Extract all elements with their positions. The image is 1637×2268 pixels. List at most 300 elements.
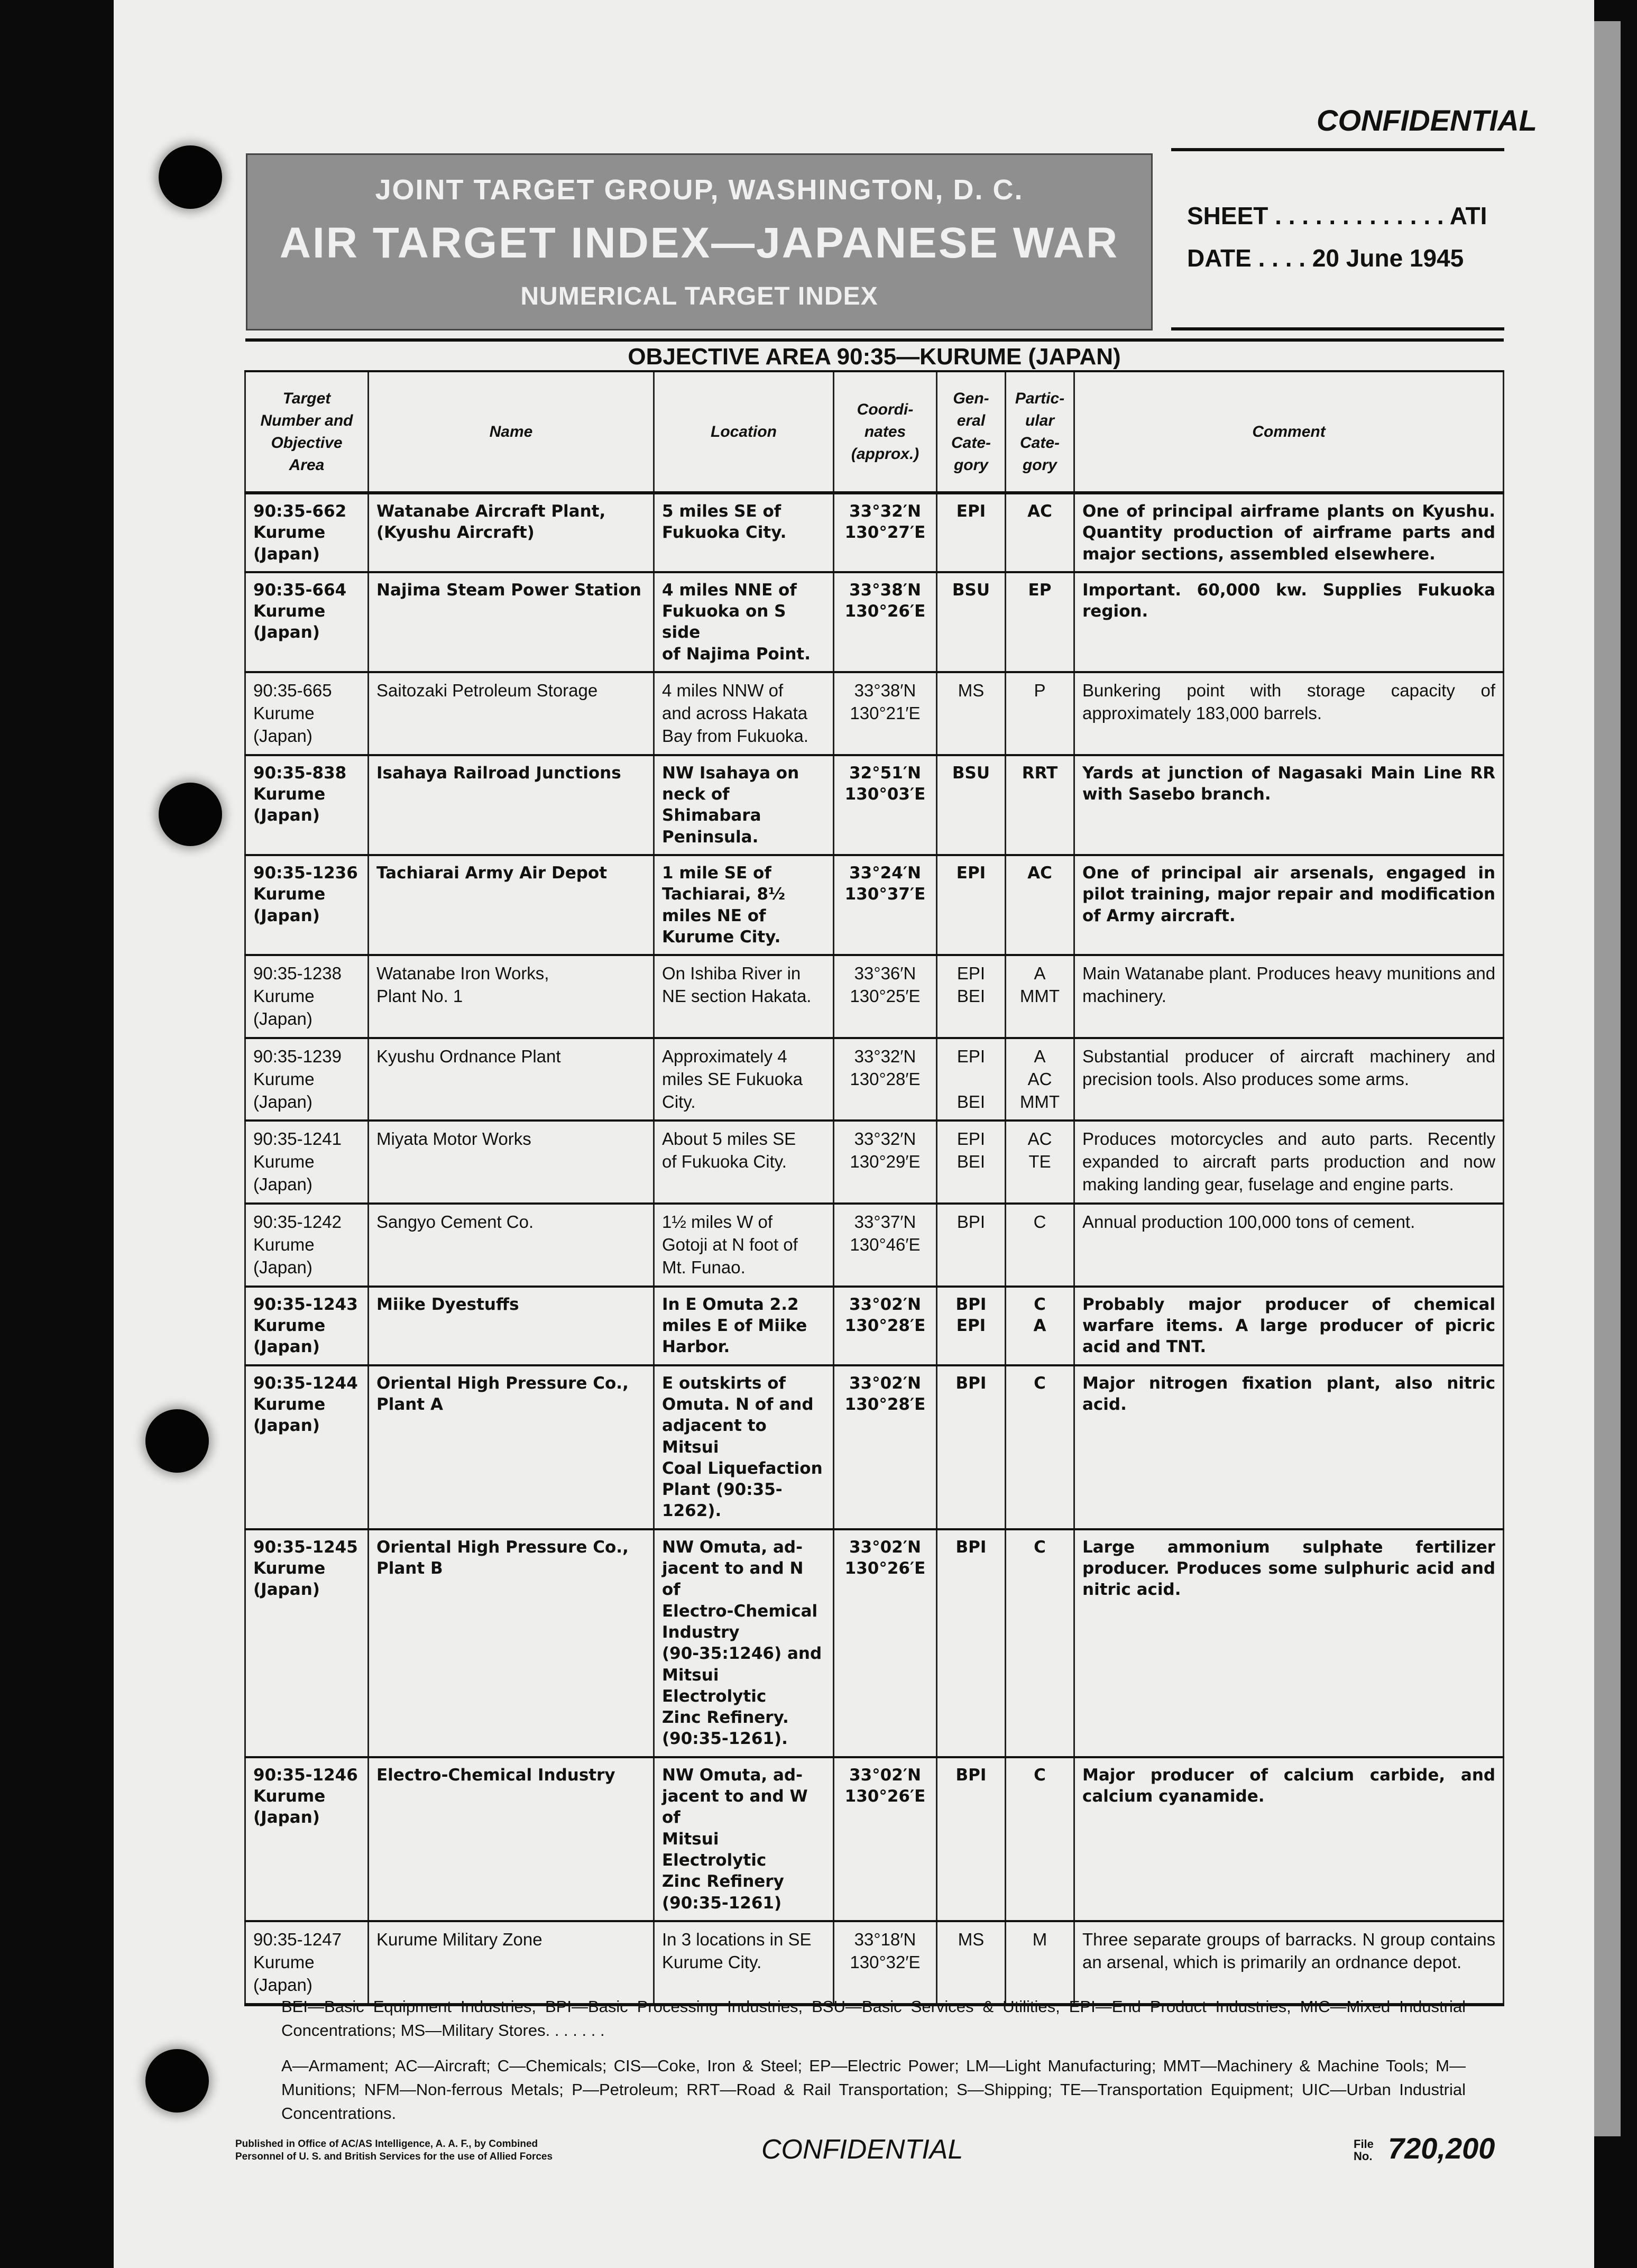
target-cell <box>245 1365 369 1529</box>
cell-line: Isahaya Railroad Junctions <box>376 763 621 783</box>
cell-line: 130°29′E <box>850 1152 921 1172</box>
name-cell <box>369 1365 654 1529</box>
cell-line: Tachiarai Army Air Depot <box>376 863 608 883</box>
cell-line: 90:35-1239 <box>253 1046 342 1066</box>
cell-line: 90:35-1236 <box>253 863 358 883</box>
general-category-cell <box>937 955 1006 1038</box>
punch-hole-2 <box>159 783 222 846</box>
cell-line: Plant No. 1 <box>376 986 463 1006</box>
cell-line: eral <box>957 411 986 429</box>
cell-line: A <box>1033 1316 1046 1336</box>
cell-line: BSU <box>952 763 990 783</box>
cell-line: C <box>1034 1765 1046 1785</box>
cell-line: RRT <box>1022 763 1058 783</box>
location-cell <box>654 855 834 955</box>
cell-line: Electro-Chemical Industry <box>376 1765 615 1785</box>
cell-line: A <box>1034 963 1046 984</box>
cell-line: 90:35-662 <box>253 502 347 521</box>
cell-line: Bay from Fukuoka. <box>662 726 808 746</box>
cell-line: 90:35-1243 <box>253 1294 358 1314</box>
cell-line: Kurume <box>253 1559 326 1578</box>
target-index-table <box>244 338 1504 2006</box>
comment-cell: One of principal air arsenals, engaged in pilot training, major repair and modification of Army aircraft. <box>1074 855 1504 955</box>
name-cell <box>369 1204 654 1287</box>
published-note <box>235 2138 616 2163</box>
cell-line: Target <box>282 389 331 407</box>
cell-line: ular <box>1025 411 1055 429</box>
cell-line: 33°02′N <box>849 1765 921 1785</box>
coordinates-cell <box>834 1365 937 1529</box>
cell-line: C <box>1034 1294 1046 1314</box>
published-line-2: Personnel of U. S. and British Services for the use of Allied Forces <box>235 2151 553 2162</box>
cell-line: (Japan) <box>253 1257 312 1277</box>
cell-line: (Kyushu Aircraft) <box>376 523 535 543</box>
cell-line: Cate- <box>951 434 991 452</box>
file-number-label <box>1354 2138 1374 2162</box>
objective-area-title: OBJECTIVE AREA 90:35—KURUME (JAPAN) <box>245 340 1504 371</box>
particular-category-cell <box>1006 493 1074 572</box>
cell-line: Kurume <box>253 1952 315 1972</box>
cell-line: 1 mile SE of <box>662 863 771 883</box>
cell-line: Fukuoka on S side <box>662 602 786 642</box>
cell-line: Kurume <box>253 602 326 621</box>
coordinates-cell <box>834 1038 937 1121</box>
location-cell <box>654 955 834 1038</box>
cell-line: Najima Steam Power Station <box>376 580 641 600</box>
cell-line: jacent to and N of <box>662 1559 804 1600</box>
comment-cell: Annual production 100,000 tons of cement. <box>1074 1204 1504 1287</box>
cell-line: 90:35-664 <box>253 580 347 600</box>
cell-line: Gotoji at N foot of <box>662 1235 798 1255</box>
cell-line: 33°32′N <box>849 502 921 521</box>
target-cell <box>245 1757 369 1921</box>
sheet-value: ATI <box>1449 202 1487 229</box>
legend-particular-categories: A—Armament; AC—Aircraft; C—Chemicals; CIS—Coke, Iron & Steel; EP—Electric Power; LM—Light Manufacturing; MMT—Machinery & Machine Tools; M—Munitions; NFM—Non-ferrous Metals; P—Petroleum; RRT—Road & Rail Transportation; S—Shipping; TE—Transportation Equipment; UIC—Urban Industrial Concentrations. <box>281 2056 1466 2123</box>
particular-category-cell <box>1006 755 1074 855</box>
cell-line: 90:35-1241 <box>253 1129 342 1149</box>
cell-line: On Ishiba River in <box>662 963 801 984</box>
table-row <box>245 1121 1504 1204</box>
cell-line: Zinc Refinery <box>662 1872 784 1891</box>
cell-line: (approx.) <box>851 445 919 463</box>
location-cell <box>654 672 834 755</box>
cell-line: 33°38′N <box>854 681 916 701</box>
date-dots: . . . . <box>1251 244 1312 272</box>
cell-line: Saitozaki Petroleum Storage <box>376 681 598 701</box>
cell-line: (Japan) <box>253 726 312 746</box>
objective-area-row <box>245 340 1504 371</box>
general-category-cell <box>937 572 1006 672</box>
cell-line: Comment <box>1252 423 1326 440</box>
cell-line: of Fukuoka City. <box>662 1152 787 1172</box>
table-row <box>245 672 1504 755</box>
cell-line: 90:35-1242 <box>253 1212 342 1232</box>
cell-line: 90:35-1244 <box>253 1373 358 1393</box>
cell-line: (Japan) <box>253 1174 312 1195</box>
cell-line: 130°46′E <box>850 1235 921 1255</box>
comment-cell: Main Watanabe plant. Produces heavy munitions and machinery. <box>1074 955 1504 1038</box>
cell-line: MS <box>958 1929 985 1949</box>
comment-cell: Large ammonium sulphate fertilizer producer. Produces some sulphuric acid and nitric acid. <box>1074 1529 1504 1757</box>
cell-line: Watanabe Aircraft Plant, <box>376 502 606 521</box>
cell-line: 90:35-1238 <box>253 963 342 984</box>
cell-line: (90:35-1261). <box>662 1729 788 1749</box>
legend-block <box>244 1986 1503 2137</box>
target-cell <box>245 672 369 755</box>
sheet-label: SHEET <box>1187 202 1268 229</box>
general-category-cell <box>937 1038 1006 1121</box>
particular-category-cell <box>1006 855 1074 955</box>
cell-line: (Japan) <box>253 1416 320 1436</box>
name-cell <box>369 493 654 572</box>
cell-line: 130°26′E <box>844 1559 926 1578</box>
target-cell <box>245 1529 369 1757</box>
comment-cell: Major nitrogen fixation plant, also nitric acid. <box>1074 1365 1504 1529</box>
table-row <box>245 755 1504 855</box>
target-cell <box>245 572 369 672</box>
table-body <box>245 493 1504 2005</box>
sheet-info-box <box>1171 148 1504 330</box>
punch-hole-4 <box>145 2049 209 2113</box>
target-cell <box>245 493 369 572</box>
cell-line: In E Omuta 2.2 <box>662 1294 799 1314</box>
cell-line: 90:35-1247 <box>253 1929 342 1949</box>
cell-line: BEI <box>957 986 986 1006</box>
cell-line: Tachiarai, 8½ <box>662 885 786 904</box>
cell-line: Kurume City. <box>662 927 781 947</box>
target-cell <box>245 1038 369 1121</box>
cell-line: Partic- <box>1015 389 1065 407</box>
comment-cell: Major producer of calcium carbide, and calcium cyanamide. <box>1074 1757 1504 1921</box>
cell-line: City. <box>662 1091 696 1112</box>
cell-line: 130°28′E <box>844 1316 926 1336</box>
coordinates-cell <box>834 1529 937 1757</box>
cell-line: NE section Hakata. <box>662 986 812 1006</box>
table-row <box>245 955 1504 1038</box>
cell-line: neck of Shimabara <box>662 785 761 825</box>
cell-line: 130°26′E <box>844 602 926 621</box>
sheet-dots: . . . . . . . . . . . . . <box>1268 202 1450 229</box>
cell-line: (Japan) <box>253 1580 320 1600</box>
date-value: 20 June 1945 <box>1312 244 1464 272</box>
banner-org: JOINT TARGET GROUP, WASHINGTON, D. C. <box>375 174 1024 206</box>
cell-line: 1½ miles W of <box>662 1212 773 1232</box>
cell-line: MMT <box>1019 986 1060 1006</box>
cell-line: M <box>1032 1929 1047 1949</box>
cell-line: miles E of Miike <box>662 1316 807 1336</box>
cell-line: E outskirts of <box>662 1373 786 1393</box>
cell-line: 130°28′E <box>844 1395 926 1414</box>
name-cell <box>369 1757 654 1921</box>
cell-line: Cate- <box>1019 434 1060 452</box>
punch-hole-3 <box>145 1409 209 1473</box>
cell-line: Oriental High Pressure Co., <box>376 1537 629 1557</box>
cell-line: BPI <box>955 1373 987 1393</box>
comment-cell: One of principal airframe plants on Kyushu. Quantity production of airframe parts and major sections, assembled elsewhere. <box>1074 493 1504 572</box>
cell-line: (Japan) <box>253 806 320 825</box>
target-cell <box>245 955 369 1038</box>
name-cell <box>369 855 654 955</box>
banner-title: AIR TARGET INDEX—JAPANESE WAR <box>279 219 1119 267</box>
cell-line: miles NE of <box>662 906 766 925</box>
cell-line: Kyushu Ordnance Plant <box>376 1046 561 1066</box>
header-banner <box>246 153 1153 330</box>
header-name <box>369 371 654 493</box>
table-row <box>245 1204 1504 1287</box>
cell-line: 130°03′E <box>844 785 926 804</box>
cell-line: (Japan) <box>253 1091 312 1112</box>
general-category-cell <box>937 1757 1006 1921</box>
particular-category-cell <box>1006 1121 1074 1204</box>
cell-line: Industry <box>662 1622 740 1642</box>
cell-line: AC <box>1027 502 1052 521</box>
cell-line: Objective <box>271 434 343 452</box>
file-label-line-2: No. <box>1354 2150 1373 2163</box>
location-cell <box>654 572 834 672</box>
coordinates-cell <box>834 493 937 572</box>
cell-line: Kurume Military Zone <box>376 1929 542 1949</box>
general-category-cell <box>937 1121 1006 1204</box>
comment-cell: Probably major producer of chemical warfare items. A large producer of picric acid and TNT. <box>1074 1287 1504 1365</box>
cell-line: EPI <box>956 502 986 521</box>
location-cell <box>654 1204 834 1287</box>
general-category-cell <box>937 493 1006 572</box>
cell-line: Fukuoka City. <box>662 523 787 543</box>
cell-line: Mitsui Electrolytic <box>662 1829 767 1870</box>
name-cell <box>369 1287 654 1365</box>
file-number: 720,200 <box>1388 2132 1495 2165</box>
name-cell <box>369 672 654 755</box>
cell-line: miles SE Fukuoka <box>662 1069 803 1089</box>
cell-line: EPI <box>957 963 986 984</box>
cell-line: EPI <box>957 1129 986 1149</box>
cell-line: Kurume <box>253 1316 326 1336</box>
cell-line: In 3 locations in SE <box>662 1929 812 1949</box>
cell-line: NW Omuta, ad- <box>662 1765 803 1785</box>
location-cell <box>654 1121 834 1204</box>
cell-line: EP <box>1028 580 1052 600</box>
cell-line: (Japan) <box>253 1008 312 1029</box>
general-category-cell <box>937 1204 1006 1287</box>
banner-subtitle: NUMERICAL TARGET INDEX <box>520 282 878 310</box>
name-cell <box>369 1121 654 1204</box>
cell-line: About 5 miles SE <box>662 1129 796 1149</box>
table-row <box>245 1287 1504 1365</box>
particular-category-cell <box>1006 1204 1074 1287</box>
cell-line: BPI <box>955 1765 987 1785</box>
general-category-cell <box>937 1365 1006 1529</box>
coordinates-cell <box>834 1121 937 1204</box>
cell-line: Mt. Funao. <box>662 1257 746 1277</box>
cell-line: Peninsula. <box>662 827 759 847</box>
target-cell <box>245 855 369 955</box>
general-category-cell <box>937 755 1006 855</box>
coordinates-cell <box>834 855 937 955</box>
cell-line: Omuta. N of and <box>662 1395 814 1414</box>
cell-line: Area <box>289 456 325 474</box>
sheet-line <box>1187 201 1487 230</box>
cell-line: 33°36′N <box>854 963 916 984</box>
cell-line: A <box>1034 1046 1046 1066</box>
table-row <box>245 1365 1504 1529</box>
cell-line: C <box>1033 1212 1046 1232</box>
table-row <box>245 855 1504 955</box>
cell-line: 130°21′E <box>850 703 921 723</box>
cell-line: jacent to and W of <box>662 1787 808 1828</box>
general-category-cell <box>937 1529 1006 1757</box>
location-cell <box>654 1038 834 1121</box>
table-header-row <box>245 371 1504 493</box>
cell-line: Electro-Chemical <box>662 1601 818 1621</box>
cell-line: Kurume <box>253 523 326 543</box>
cell-line: Harbor. <box>662 1337 730 1357</box>
cell-line: AC <box>1027 1069 1052 1089</box>
header-target <box>245 371 369 493</box>
punch-hole-1 <box>159 145 222 209</box>
particular-category-cell <box>1006 1757 1074 1921</box>
table-row <box>245 1038 1504 1121</box>
cell-line: Watanabe Iron Works, <box>376 963 549 984</box>
particular-category-cell <box>1006 572 1074 672</box>
date-line <box>1187 244 1464 272</box>
cell-line: 33°32′N <box>854 1046 916 1066</box>
header-particular-category <box>1006 371 1074 493</box>
header-location <box>654 371 834 493</box>
cell-line: Number and <box>260 411 353 429</box>
name-cell <box>369 1529 654 1757</box>
page-edge-shadow <box>1594 21 1621 2136</box>
cell-line: (90:35-1261) <box>662 1893 782 1913</box>
cell-line: BEI <box>957 1091 986 1112</box>
cell-line: TE <box>1028 1152 1051 1172</box>
general-category-cell <box>937 1287 1006 1365</box>
particular-category-cell <box>1006 1529 1074 1757</box>
cell-line: (Japan) <box>253 906 320 925</box>
cell-line: 130°28′E <box>850 1069 921 1089</box>
cell-line: NW Omuta, ad- <box>662 1537 803 1557</box>
cell-line: Kurume <box>253 1069 315 1089</box>
cell-line: 32°51′N <box>849 763 921 783</box>
cell-line: Zinc Refinery. <box>662 1708 789 1728</box>
comment-cell: Important. 60,000 kw. Supplies Fukuoka region. <box>1074 572 1504 672</box>
table-row <box>245 572 1504 672</box>
general-category-cell <box>937 672 1006 755</box>
cell-line: C <box>1034 1537 1046 1557</box>
cell-line: 33°38′N <box>849 580 921 600</box>
cell-line: Kurume <box>253 885 326 904</box>
coordinates-cell <box>834 672 937 755</box>
cell-line: Kurume <box>253 1235 315 1255</box>
cell-line: 33°24′N <box>849 863 921 883</box>
cell-line: BPI <box>957 1212 986 1232</box>
cell-line: Name <box>489 423 533 440</box>
cell-line: 33°18′N <box>854 1929 916 1949</box>
coordinates-cell <box>834 955 937 1038</box>
cell-line: MS <box>958 681 985 701</box>
cell-line: C <box>1034 1373 1046 1393</box>
cell-line: EPI <box>957 1046 986 1066</box>
particular-category-cell <box>1006 955 1074 1038</box>
cell-line: Kurume City. <box>662 1952 762 1972</box>
cell-line: Plant B <box>376 1559 443 1578</box>
cell-line: Coordi- <box>857 400 914 418</box>
cell-line: 5 miles SE of <box>662 502 781 521</box>
cell-line: EPI <box>956 863 986 883</box>
name-cell <box>369 1038 654 1121</box>
cell-line: Kurume <box>253 703 315 723</box>
cell-line: 130°25′E <box>850 986 921 1006</box>
general-category-cell <box>937 855 1006 955</box>
cell-line: BPI <box>955 1294 987 1314</box>
comment-cell: Yards at junction of Nagasaki Main Line RR with Sasebo branch. <box>1074 755 1504 855</box>
cell-line: Oriental High Pressure Co., <box>376 1373 629 1393</box>
location-cell <box>654 1365 834 1529</box>
cell-line: 90:35-1245 <box>253 1537 358 1557</box>
cell-line: Kurume <box>253 986 315 1006</box>
comment-cell: Substantial producer of aircraft machinery and precision tools. Also produces some arms. <box>1074 1038 1504 1121</box>
cell-line: nates <box>864 423 906 440</box>
coordinates-cell <box>834 1757 937 1921</box>
cell-line: of Najima Point. <box>662 644 811 664</box>
cell-line: 90:35-1246 <box>253 1765 358 1785</box>
target-cell <box>245 1287 369 1365</box>
confidential-stamp-top: CONFIDENTIAL <box>1317 104 1537 137</box>
target-cell <box>245 1204 369 1287</box>
cell-line: Location <box>711 423 777 440</box>
name-cell <box>369 755 654 855</box>
cell-line: AC <box>1027 863 1052 883</box>
cell-line: 33°02′N <box>849 1294 921 1314</box>
cell-line: 33°02′N <box>849 1537 921 1557</box>
cell-line: 33°37′N <box>854 1212 916 1232</box>
cell-line: Plant A <box>376 1395 443 1414</box>
legend-general-categories: BEI—Basic Equipment Industries; BPI—Basic Processing Industries; BSU—Basic Services & Utilities; EPI—End Product Industries; MIC—Mixed Industrial Concentrations; MS—Military Stores. . . . . . . <box>281 1997 1466 2040</box>
cell-line: Kurume <box>253 1395 326 1414</box>
target-cell <box>245 1121 369 1204</box>
header-comment <box>1074 371 1504 493</box>
cell-line <box>945 1068 997 1091</box>
cell-line: Approximately 4 <box>662 1046 787 1066</box>
cell-line: 130°26′E <box>844 1787 926 1806</box>
cell-line: adjacent to Mitsui <box>662 1416 767 1457</box>
cell-line: EPI <box>956 1316 986 1336</box>
cell-line: (Japan) <box>253 1808 320 1828</box>
comment-cell: Produces motorcycles and auto parts. Recently expanded to aircraft parts production and now making landing gear, fuselage and engine parts. <box>1074 1121 1504 1204</box>
cell-line: BPI <box>955 1537 987 1557</box>
cell-line: Coal Liquefaction <box>662 1458 823 1478</box>
date-label: DATE <box>1187 244 1252 272</box>
location-cell <box>654 1287 834 1365</box>
cell-line: 130°32′E <box>850 1952 921 1972</box>
cell-line: Plant (90:35-1262). <box>662 1480 783 1521</box>
location-cell <box>654 493 834 572</box>
coordinates-cell <box>834 572 937 672</box>
cell-line: (Japan) <box>253 1337 320 1357</box>
cell-line: Kurume <box>253 1152 315 1172</box>
cell-line: gory <box>1022 456 1057 474</box>
cell-line: 33°02′N <box>849 1373 921 1393</box>
particular-category-cell <box>1006 1287 1074 1365</box>
cell-line: gory <box>953 456 988 474</box>
cell-line: MMT <box>1019 1091 1060 1112</box>
header-coordinates <box>834 371 937 493</box>
cell-line: 4 miles NNE of <box>662 580 797 600</box>
cell-line: (Japan) <box>253 623 320 642</box>
cell-line: Miike Dyestuffs <box>376 1294 519 1314</box>
comment-cell: Three separate groups of barracks. N group contains an arsenal, which is primarily an ordnance depot. <box>1074 1921 1504 2005</box>
cell-line: 4 miles NNW of <box>662 681 784 701</box>
target-cell <box>245 755 369 855</box>
